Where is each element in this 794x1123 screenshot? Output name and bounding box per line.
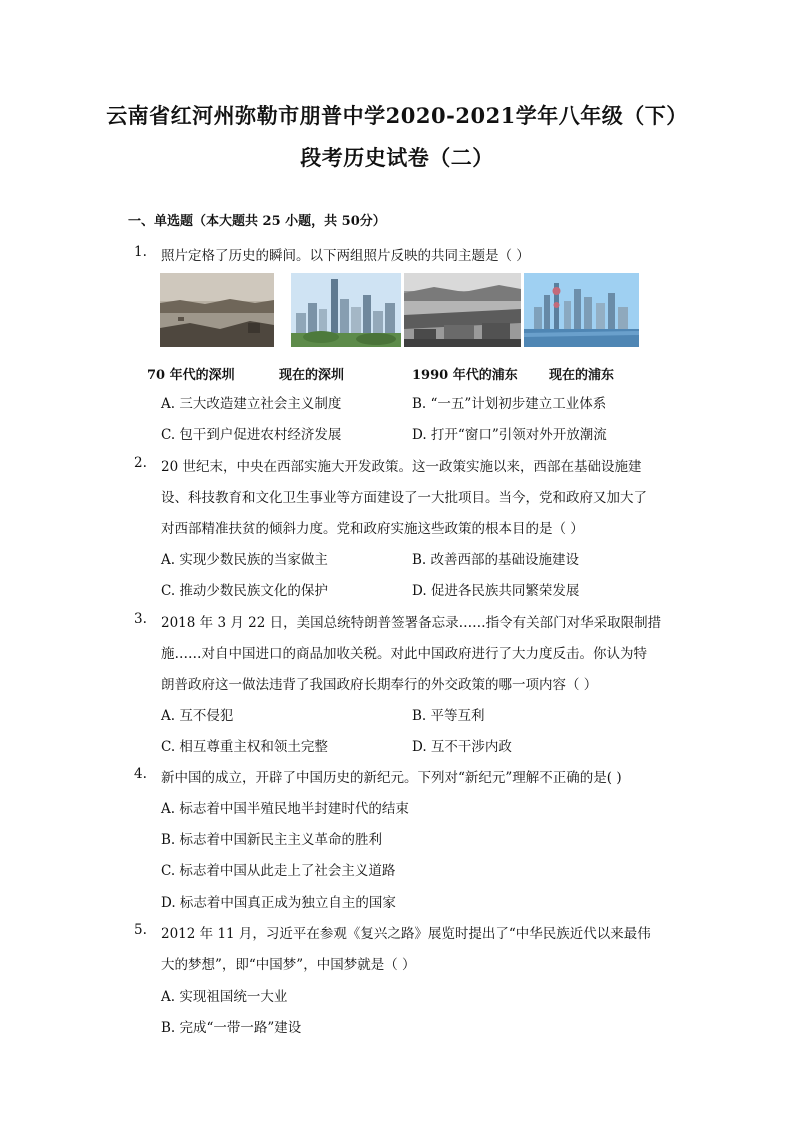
question-3-stem-line: 施……对自中国进口的商品加收关税。对此中国政府进行了大力度反击。你认为特 <box>161 646 647 662</box>
question-2-option-c: C. 推动少数民族文化的保护 <box>161 583 328 599</box>
question-3-option-a: A. 互不侵犯 <box>161 708 234 724</box>
question-2-option-b: B. 改善西部的基础设施建设 <box>412 552 580 568</box>
question-3-option-c: C. 相互尊重主权和领土完整 <box>161 739 328 755</box>
question-1-option-a: A. 三大改造建立社会主义制度 <box>161 396 342 412</box>
question-4-number: 4. <box>134 766 147 782</box>
question-2-option-d: D. 促进各民族共同繁荣发展 <box>412 583 580 599</box>
question-1-option-c: C. 包干到户促进农村经济发展 <box>161 427 342 443</box>
question-2-stem-line: 20 世纪末，中央在西部实施大开发政策。这一政策实施以来，西部在基础设施建 <box>161 459 642 475</box>
photo-caption-3: 1990 年代的浦东 <box>412 368 518 383</box>
exam-title-line2: 段考历史试卷（二） <box>300 145 494 170</box>
question-1-number: 1. <box>134 244 147 260</box>
question-3-option-d: D. 互不干涉内政 <box>412 739 512 755</box>
modern-shenzhen-photo <box>291 273 401 347</box>
modern-pudong-photo <box>524 273 639 347</box>
question-2-stem-line: 对西部精准扶贫的倾斜力度。党和政府实施这些政策的根本目的是（ ） <box>161 521 584 537</box>
question-2-stem-line: 设、科技教育和文化卫生事业等方面建设了一大批项目。当今，党和政府又加大了 <box>161 490 647 506</box>
question-4-option-a: A. 标志着中国半殖民地半封建时代的结束 <box>161 801 409 817</box>
photo-caption-1: 70 年代的深圳 <box>147 368 235 383</box>
question-3-option-b: B. 平等互利 <box>412 708 485 724</box>
question-1-option-b: B. “一五”计划初步建立工业体系 <box>412 396 607 412</box>
exam-title-line1: 云南省红河州弥勒市朋普中学2020-2021学年八年级（下） <box>106 103 688 128</box>
question-5-stem-line: 大的梦想”，即“中国梦”，中国梦就是（ ） <box>161 957 416 973</box>
old-pudong-photo <box>404 273 521 347</box>
question-2-option-a: A. 实现少数民族的当家做主 <box>161 552 328 568</box>
question-4-stem: 新中国的成立，开辟了中国历史的新纪元。下列对“新纪元”理解不正确的是( ) <box>161 770 622 786</box>
question-1-stem: 照片定格了历史的瞬间。以下两组照片反映的共同主题是（ ） <box>161 248 530 264</box>
question-5-stem-line: 2012 年 11 月，习近平在参观《复兴之路》展览时提出了“中华民族近代以来最伟 <box>161 926 651 942</box>
question-1-option-d: D. 打开“窗口”引领对外开放潮流 <box>412 427 607 443</box>
photo-caption-4: 现在的浦东 <box>549 368 615 383</box>
old-shenzhen-photo <box>160 273 274 347</box>
question-4-option-b: B. 标志着中国新民主主义革命的胜利 <box>161 832 383 848</box>
question-4-option-c: C. 标志着中国从此走上了社会主义道路 <box>161 863 396 879</box>
question-4-option-d: D. 标志着中国真正成为独立自主的国家 <box>161 895 396 911</box>
question-3-stem-line: 朗普政府这一做法违背了我国政府长期奉行的外交政策的哪一项内容（ ） <box>161 677 598 693</box>
question-3-number: 3. <box>134 611 147 627</box>
question-2-number: 2. <box>134 455 147 471</box>
section-heading: 一、单选题（本大题共 25 小题，共 50分） <box>128 214 386 229</box>
photo-caption-2: 现在的深圳 <box>279 368 345 383</box>
question-5-option-b: B. 完成“一带一路”建设 <box>161 1020 302 1036</box>
question-3-stem-line: 2018 年 3 月 22 日，美国总统特朗普签署备忘录……指令有关部门对华采取限制措 <box>161 615 662 631</box>
question-5-option-a: A. 实现祖国统一大业 <box>161 989 288 1005</box>
question-5-number: 5. <box>134 922 147 938</box>
